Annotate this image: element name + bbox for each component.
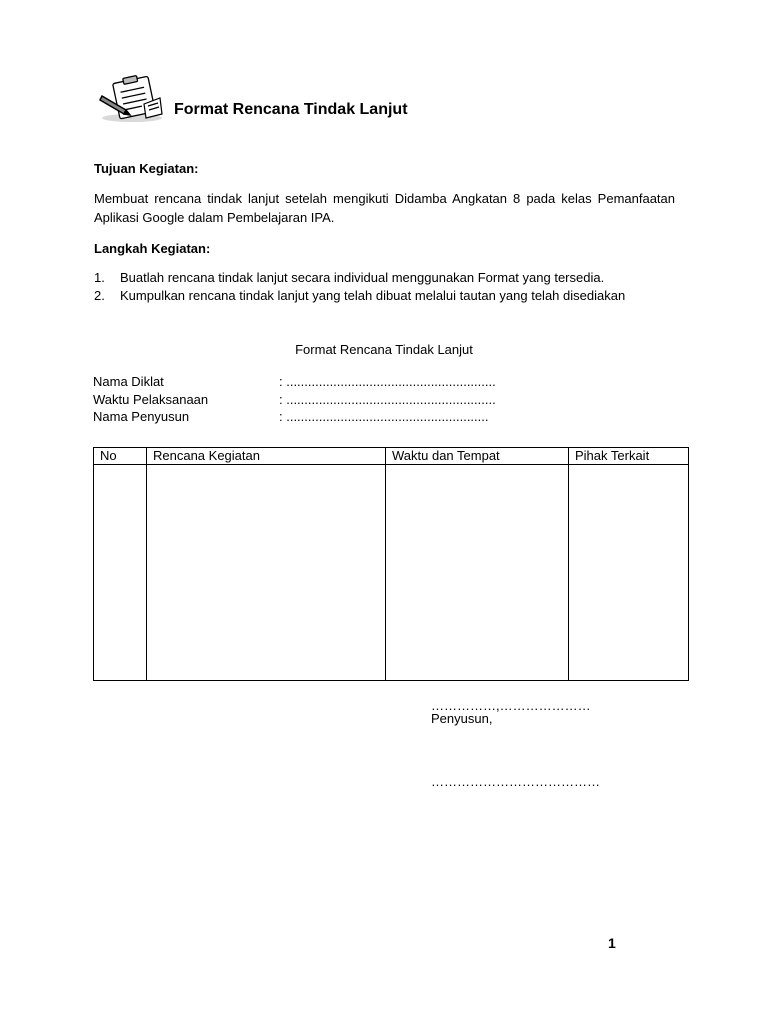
table-cell[interactable] [94,465,147,681]
clipboard-pen-icon [96,74,168,124]
field-label: Nama Penyusun [93,409,190,424]
column-header-pihak-terkait: Pihak Terkait [569,448,689,465]
langkah-list [94,269,625,305]
page-number: 1 [608,935,616,951]
field-value: : ........................................................ [279,409,489,424]
tujuan-text: Membuat rencana tindak lanjut setelah mengikuti Didamba Angkatan 8 pada kelas Pemanfaatan Aplikasi Google dalam Pembelajaran IPA. [94,191,675,225]
langkah-heading: Langkah Kegiatan: [94,241,211,256]
list-number: 1. [94,270,105,285]
plan-table [93,447,689,681]
list-text: Buatlah rencana tindak lanjut secara individual menggunakan Format yang tersedia. [120,270,605,285]
field-value: : .......................................................... [279,392,496,407]
column-header-no: No [94,448,147,465]
list-number: 2. [94,288,105,303]
field-waktu-pelaksanaan [93,392,496,407]
list-item [94,287,625,305]
page-title: Format Rencana Tindak Lanjut [174,101,408,118]
field-nama-penyusun [93,409,489,424]
field-value: : .......................................................... [279,374,496,389]
table-cell[interactable] [147,465,386,681]
table-cell[interactable] [569,465,689,681]
signature-name-line: ………………………………… [431,774,600,789]
table-row [94,465,689,681]
signature-place-date: ……………,………………… [431,698,591,713]
table-cell[interactable] [386,465,569,681]
table-header-row [94,448,689,465]
field-label: Waktu Pelaksanaan [93,392,209,407]
format-title: Format Rencana Tindak Lanjut [295,342,473,357]
column-header-rencana-kegiatan: Rencana Kegiatan [147,448,386,465]
list-item [94,269,625,287]
signature-role: Penyusun, [431,711,493,726]
list-text: Kumpulkan rencana tindak lanjut yang telah dibuat melalui tautan yang telah disediakan [120,288,626,303]
field-nama-diklat [93,374,496,389]
tujuan-heading: Tujuan Kegiatan: [94,161,199,176]
column-header-waktu-dan-tempat: Waktu dan Tempat [386,448,569,465]
field-label: Nama Diklat [93,374,164,389]
